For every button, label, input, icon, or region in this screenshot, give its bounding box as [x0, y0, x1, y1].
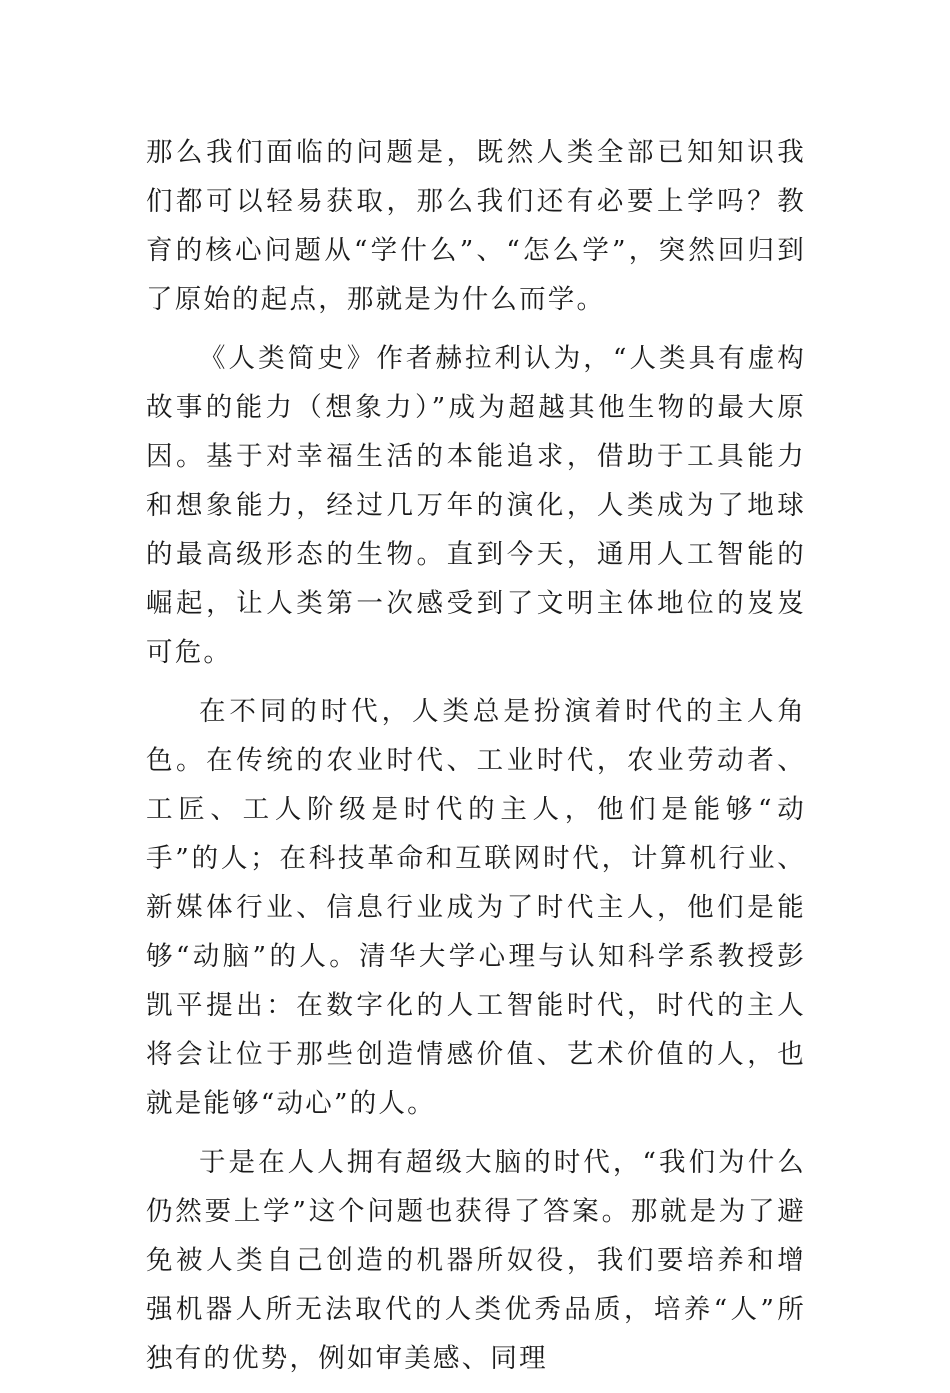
paragraph-3: 在不同的时代，人类总是扮演着时代的主人角色。在传统的农业时代、工业时代，农业劳动者、工匠、工人阶级是时代的主人，他们是能够“动手”的人；在科技革命和互联网时代，计算机行业、新媒体行业、信息行业成为了时代主人，他们是能够“动脑”的人。清华大学心理与认知科学系教授彭凯平提出：在数字化的人工智能时代，时代的主人将会让位于那些创造情感价值、艺术价值的人，也就是能够“动心”的人。 — [146, 696, 806, 1119]
paragraph-4: 于是在人人拥有超级大脑的时代，“我们为什么仍然要上学”这个问题也获得了答案。那就是为了避免被人类自己创造的机器所奴役，我们要培养和增强机器人所无法取代的人类优秀品质，培养“人”所独有的优势，例如审美感、同理 — [146, 1147, 806, 1374]
paragraph-1: 那么我们面临的问题是，既然人类全部已知知识我们都可以轻易获取，那么我们还有必要上学吗？教育的核心问题从“学什么”、“怎么学”，突然回归到了原始的起点，那就是为什么而学。 — [146, 137, 806, 315]
paragraph-2: 《人类简史》作者赫拉利认为，“人类具有虚构故事的能力（想象力）”成为超越其他生物的最大原因。基于对幸福生活的本能追求，借助于工具能力和想象能力，经过几万年的演化，人类成为了地球的最高级形态的生物。直到今天，通用人工智能的崛起，让人类第一次感受到了文明主体地位的岌岌可危。 — [146, 343, 806, 668]
document-body — [146, 128, 806, 1393]
